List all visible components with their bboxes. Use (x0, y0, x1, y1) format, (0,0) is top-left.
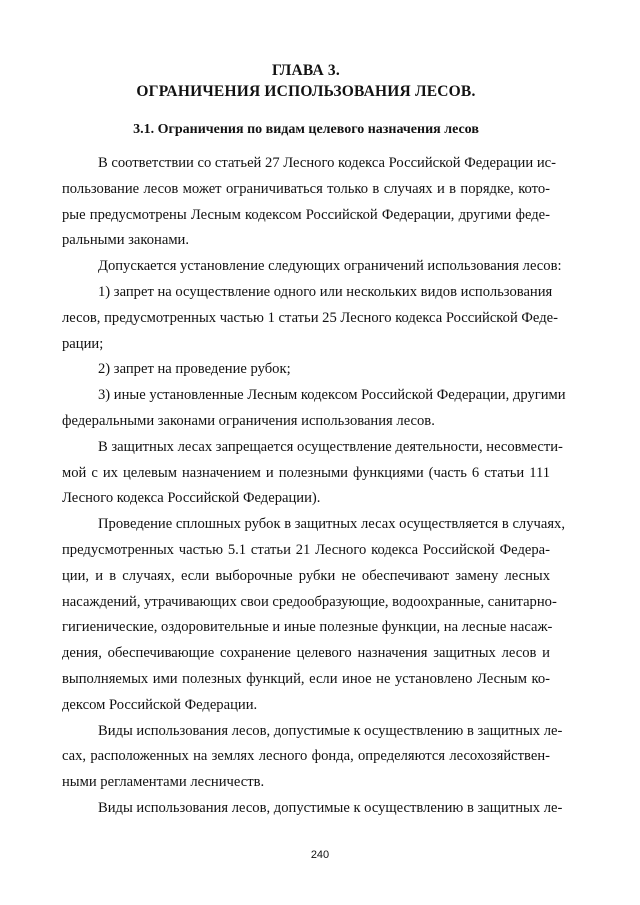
text-line: рые предусмотрены Лесным кодексом Российской Федерации, другими феде- (62, 206, 550, 223)
chapter-heading (62, 60, 550, 102)
text-line: лесов, предусмотренных частью 1 статьи 25 Лесного кодекса Российской Феде- (62, 309, 558, 326)
document-page (62, 60, 566, 822)
text-line: пользование лесов может ограничиваться только в случаях и в порядке, кото- (62, 180, 550, 197)
text-line: выполняемых ими полезных функций, если иное не установлено Лесным ко- (62, 670, 550, 687)
section-title: 3.1. Ограничения по видам целевого назначения лесов (133, 122, 479, 137)
chapter-number: ГЛАВА 3. (272, 62, 340, 79)
text-line: Лесного кодекса Российской Федерации). (62, 490, 321, 507)
paragraph (62, 151, 556, 254)
text-line: Проведение сплошных рубок в защитных лесах осуществляется в случаях, (98, 516, 565, 533)
text-line: 2) запрет на проведение рубок; (98, 361, 291, 378)
text-line: насаждений, утрачивающих свои средообразующие, водоохранные, санитарно- (62, 593, 557, 610)
text-line: ции, и в случаях, если выборочные рубки не обеспечивают замену лесных (62, 567, 550, 584)
paragraph (62, 435, 563, 512)
text-line: 3) иные установленные Лесным кодексом Российской Федерации, другими (98, 387, 566, 404)
text-line: дения, обеспечивающие сохранение целевого назначения защитных лесов и (62, 645, 550, 662)
paragraph (62, 719, 563, 796)
text-line: В соответствии со статьей 27 Лесного кодекса Российской Федерации ис- (98, 155, 556, 171)
text-line: рации; (62, 335, 104, 352)
paragraph (62, 796, 563, 822)
text-line: предусмотренных частью 5.1 статьи 21 Лесного кодекса Российской Федера- (62, 541, 550, 558)
page-number: 240 (310, 849, 330, 861)
paragraph (62, 254, 562, 280)
paragraph (62, 512, 565, 718)
text-line: федеральными законами ограничения использования лесов. (62, 412, 435, 429)
text-line: мой с их целевым назначением и полезными функциями (часть 6 статьи 111 (62, 464, 550, 481)
text-line: ральными законами. (62, 232, 190, 249)
text-line: гигиенические, оздоровительные и иные полезные функции, на лесные насаж- (62, 619, 553, 636)
paragraph (62, 383, 566, 435)
paragraph (62, 280, 558, 357)
body-text (62, 151, 566, 822)
chapter-title: ОГРАНИЧЕНИЯ ИСПОЛЬЗОВАНИЯ ЛЕСОВ. (136, 83, 476, 100)
text-line: сах, расположенных на землях лесного фонда, определяются лесохозяйствен- (62, 748, 550, 765)
text-line: Допускается установление следующих ограничений использования лесов: (98, 258, 562, 275)
text-line: Виды использования лесов, допустимые к осуществлению в защитных ле- (98, 799, 563, 816)
paragraph (62, 357, 550, 383)
text-line: ными регламентами лесничеств. (62, 774, 265, 791)
text-line: В защитных лесах запрещается осуществление деятельности, несовмести- (98, 438, 563, 455)
text-line: 1) запрет на осуществление одного или нескольких видов использования (98, 283, 553, 300)
text-line: Виды использования лесов, допустимые к осуществлению в защитных ле- (98, 722, 563, 739)
text-line: дексом Российской Федерации. (62, 696, 258, 713)
